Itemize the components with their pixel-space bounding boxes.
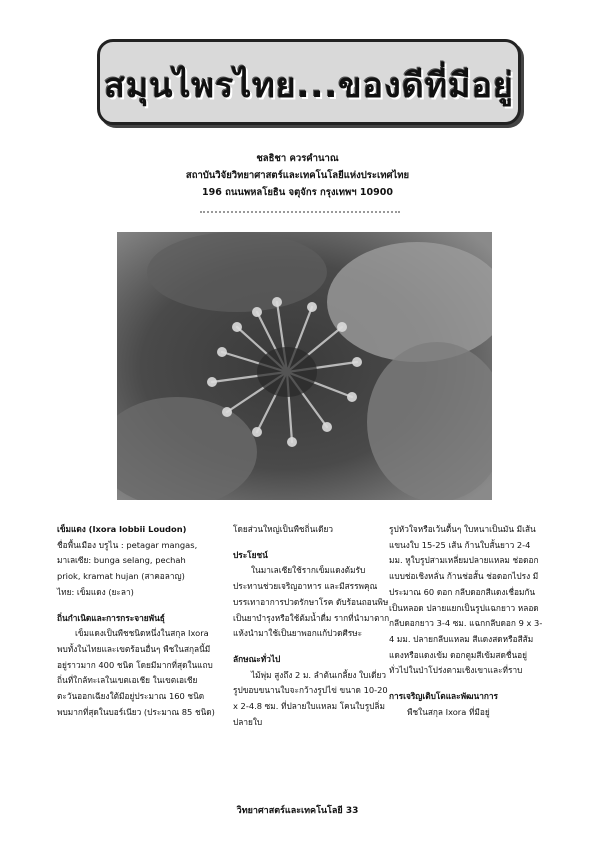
paragraph: รูปหัวใจหรือเว้นตื้นๆ ใบหนาเป็นมัน มีเส้นแขนงใบ 15-25 เส้น ก้านใบสั้นยาว 2-4 มม. หูใบรูปสามเหลี่ยมปลายแหลม ช่อดอกแบบช่อเชิงหลั่น ก้านช่อสั้น ช่อดอกไปรง มีประมาณ 60 ดอก กลีบดอกสีแดงเชื่อมกันเป็นหลอด ปลายแยกเป็นรูปแฉกยาว หลอดกลีบดอกยาว 3-4 ซม. แฉกกลีบดอก 9 x 3-4 มม. ปลายกลีบแหลม สีแดงสดหรือสีส้มแดงหรือแดงเข้ม ดอกตูมสีเข้มสดชื่นอยู่ทั่วไปในป่าโปร่งตามเชิงเขาและที่ราบ bbox=[389, 524, 543, 676]
divider bbox=[200, 205, 400, 213]
section-heading: ลักษณะทั่วไป bbox=[233, 653, 281, 664]
column-3 bbox=[389, 522, 544, 720]
paragraph: พืชในสกุล Ixora ที่มีอยู่ bbox=[407, 706, 490, 717]
local-names-line: ไทย: เข็มแดง (ยะลา) bbox=[57, 586, 134, 597]
local-names-line: priok, kramat hujan (สาคอลาญ) bbox=[57, 571, 185, 582]
local-names-line: มาเลเซีย: bunga selang, pechah bbox=[57, 555, 186, 566]
section-heading: การเจริญเติบโตและพัฒนาการ bbox=[389, 691, 499, 702]
author-institute: สถาบันวิจัยวิทยาศาสตร์และเทคโนโลยีแห่งประเทศไทย bbox=[185, 170, 410, 181]
title-banner bbox=[97, 39, 521, 125]
paragraph: โดยส่วนใหญ่เป็นพืชถิ่นเดียว bbox=[233, 524, 334, 534]
article-title: สมุนไพรไทย...ของดีที่มีอยู่ bbox=[104, 66, 514, 106]
species-name: เข็มแดง (Ixora lobbii Loudon) bbox=[57, 524, 187, 534]
page-footer: วิทยาศาสตร์และเทคโนโลยี 33 bbox=[236, 806, 359, 816]
column-1 bbox=[57, 522, 217, 720]
author-name: ชลธิชา ควรคำนาณ bbox=[256, 153, 339, 164]
author-address: 196 ถนนพหลโยธิน จตุจักร กรุงเทพฯ 10900 bbox=[202, 187, 393, 198]
column-2 bbox=[233, 522, 393, 730]
flower-photo bbox=[117, 232, 492, 500]
section-heading: ประโยชน์ bbox=[233, 549, 268, 560]
local-names-line: ชื่อพื้นเมือง บรูไน : petagar mangas, bbox=[57, 539, 198, 550]
section-heading: ถิ่นกำเนิดและการกระจายพันธุ์ bbox=[57, 612, 165, 623]
paragraph: ในมาเลเซียใช้รากเข็มแดงต้มรับประทานช่วยเจริญอาหาร และมีสรรพคุณบรรเทาอาการปวดรักษาโรค ดับร้อนถอนพิษ เป็นยาบำรุงหรือใช้ต้มน้ำดื่ม รากที่นำมาตากแห้งนำมาใช้เป็นยาพอกแก้ปวดศีรษะ bbox=[233, 565, 390, 639]
paragraph: ไม้พุ่ม สูงถึง 2 ม. ลำต้นเกลี้ยง ใบเดี่ยว รูปขอบขนานใบจะกว้างรูปไข่ ขนาด 10-20 x 2-4.8 ซม. ที่ปลายใบแหลม โคนใบรูปลิ่ม ปลายใบ bbox=[233, 669, 388, 727]
ixora-flower-image bbox=[117, 232, 492, 500]
author-block bbox=[100, 150, 495, 201]
paragraph: เข็มแดงเป็นพืชชนิดหนึ่งในสกุล Ixora พบทั้งในไทยและเขตร้อนอื่นๆ พืชในสกุลนี้มีอยู่ราวมาก 400 ชนิด โดยมีมากที่สุดในแถบถิ่นที่ใกล้ทะเลในเขตเอเชีย ในเขตเอเชียตะวันออกเฉียงใต้มีอยู่ประมาณ 160 ชนิด พบมากที่สุดในบอร์เนียว (ประมาณ 85 ชนิด) bbox=[57, 628, 215, 717]
